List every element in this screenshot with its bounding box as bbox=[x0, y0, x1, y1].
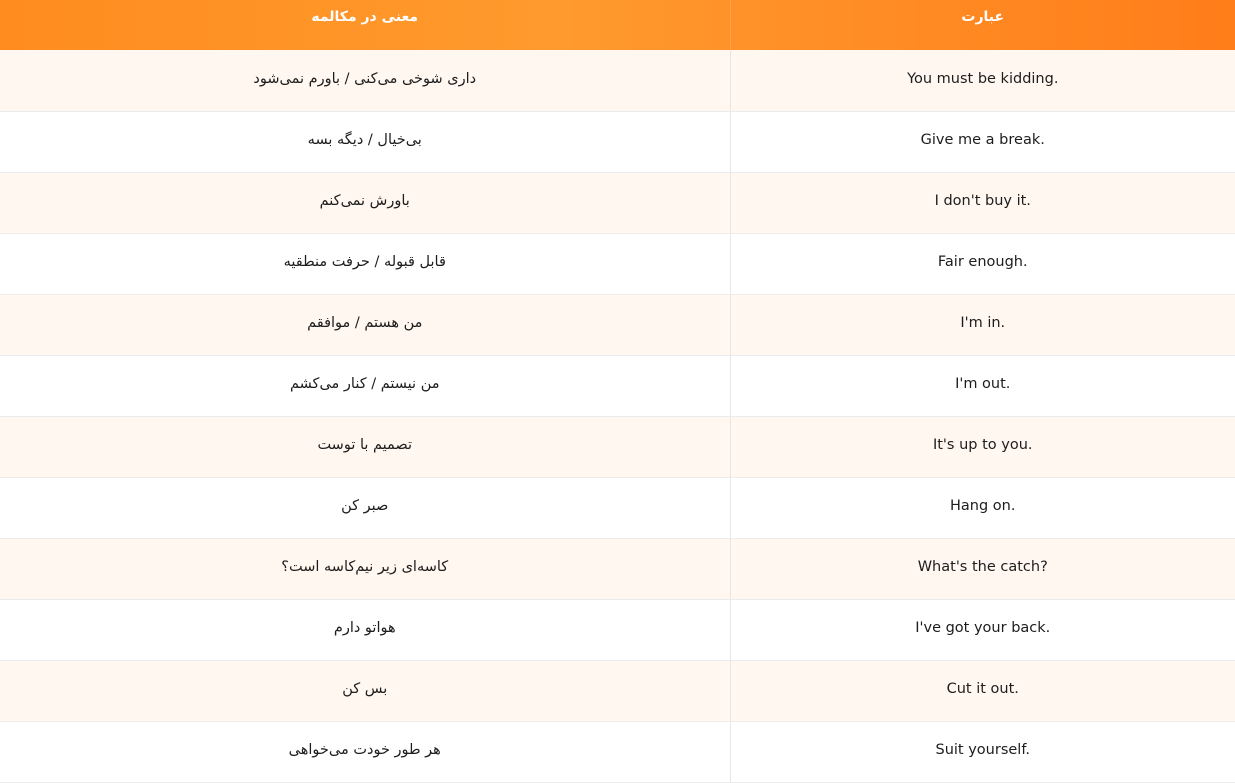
phrase-cell: I'm in. bbox=[730, 294, 1235, 355]
meaning-cell: قابل قبوله / حرفت منطقیه bbox=[0, 233, 730, 294]
meaning-cell: بی‌خیال / دیگه بسه bbox=[0, 111, 730, 172]
phrase-cell: I don't buy it. bbox=[730, 172, 1235, 233]
table-row bbox=[0, 416, 1235, 477]
table-row bbox=[0, 477, 1235, 538]
phrase-cell: It's up to you. bbox=[730, 416, 1235, 477]
meaning-cell: بس کن bbox=[0, 660, 730, 721]
table-row bbox=[0, 233, 1235, 294]
phrase-cell: Suit yourself. bbox=[730, 721, 1235, 782]
phrase-cell: Give me a break. bbox=[730, 111, 1235, 172]
table-row bbox=[0, 111, 1235, 172]
column-header-phrase: عبارت bbox=[730, 0, 1235, 50]
table-row bbox=[0, 538, 1235, 599]
phrase-cell: Fair enough. bbox=[730, 233, 1235, 294]
table-header bbox=[0, 0, 1235, 50]
table-row bbox=[0, 721, 1235, 782]
phrase-cell: You must be kidding. bbox=[730, 50, 1235, 111]
meaning-cell: من نیستم / کنار می‌کشم bbox=[0, 355, 730, 416]
table-row bbox=[0, 172, 1235, 233]
phrase-cell: I've got your back. bbox=[730, 599, 1235, 660]
table-row bbox=[0, 294, 1235, 355]
meaning-cell: تصمیم با توست bbox=[0, 416, 730, 477]
header-row bbox=[0, 0, 1235, 50]
column-header-meaning: معنی در مکالمه bbox=[311, 9, 419, 25]
table-row bbox=[0, 50, 1235, 111]
meaning-cell: داری شوخی می‌کنی / باورم نمی‌شود bbox=[0, 50, 730, 111]
phrase-cell: Hang on. bbox=[730, 477, 1235, 538]
meaning-cell: هواتو دارم bbox=[0, 599, 730, 660]
table-body bbox=[0, 50, 1235, 782]
phrase-cell: I'm out. bbox=[730, 355, 1235, 416]
table-row bbox=[0, 660, 1235, 721]
table-row bbox=[0, 355, 1235, 416]
meaning-cell: من هستم / موافقم bbox=[0, 294, 730, 355]
table-row bbox=[0, 599, 1235, 660]
meaning-cell: صبر کن bbox=[0, 477, 730, 538]
meaning-cell: باورش نمی‌کنم bbox=[0, 172, 730, 233]
meaning-cell: کاسه‌ای زیر نیم‌کاسه است؟ bbox=[0, 538, 730, 599]
phrase-cell: What's the catch? bbox=[730, 538, 1235, 599]
phrase-cell: Cut it out. bbox=[730, 660, 1235, 721]
meaning-cell: هر طور خودت می‌خواهی bbox=[0, 721, 730, 782]
